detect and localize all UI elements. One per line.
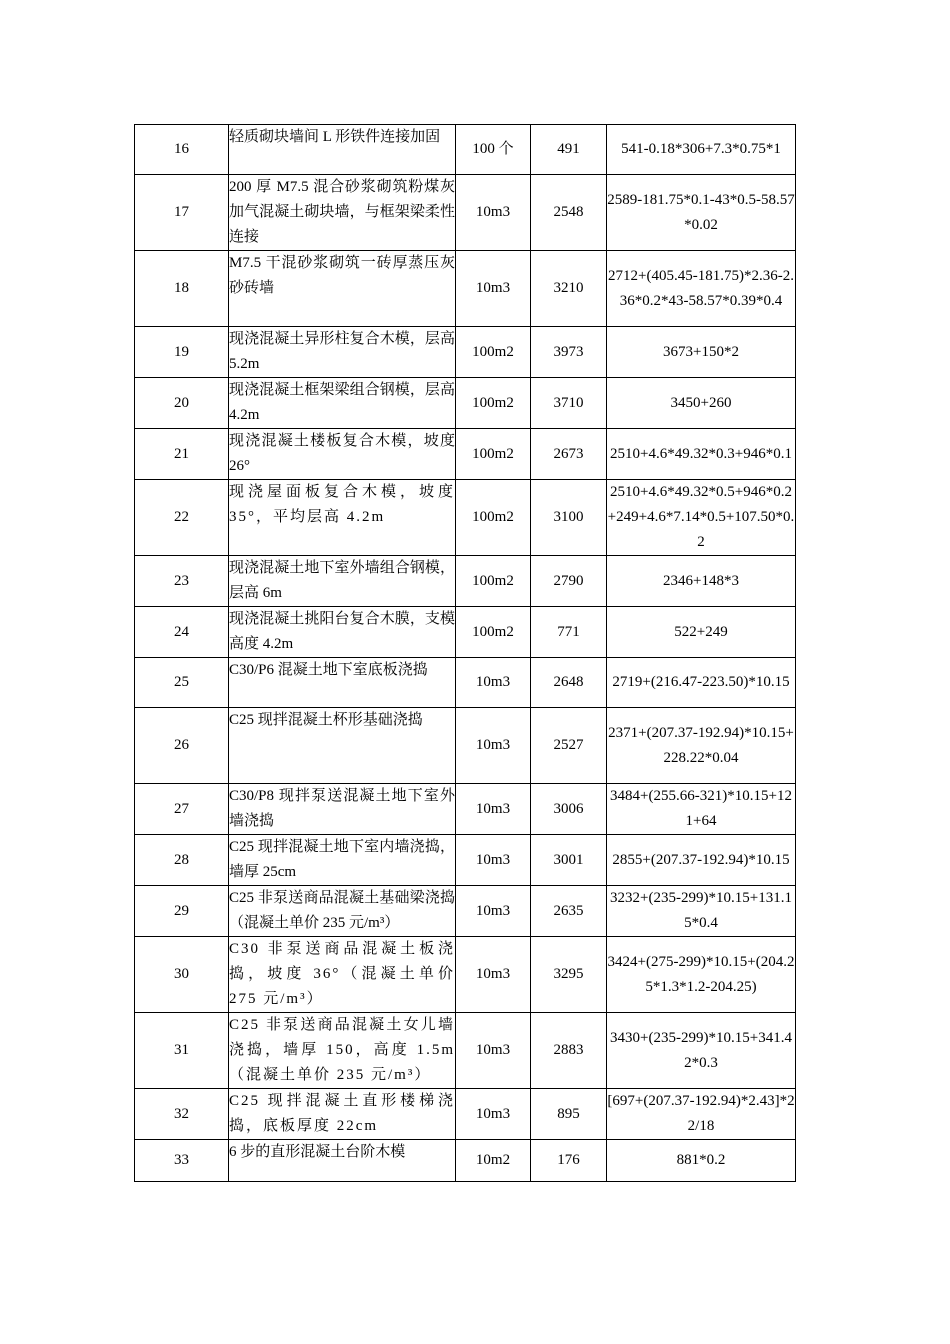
table-row bbox=[135, 784, 796, 835]
calculation-cell: 541-0.18*306+7.3*0.75*1 bbox=[607, 125, 796, 175]
calculation-cell: 3484+(255.66-321)*10.15+121+64 bbox=[607, 784, 796, 835]
item-name: 现浇屋面板复合木模，坡度 35°，平均层高 4.2m bbox=[229, 480, 456, 556]
row-number: 24 bbox=[135, 607, 229, 658]
unit-cell: 10m3 bbox=[456, 708, 531, 784]
unit-cell: 10m3 bbox=[456, 175, 531, 251]
quantity-cell: 3295 bbox=[531, 937, 607, 1013]
table-row bbox=[135, 886, 796, 937]
item-name: 轻质砌块墙间 L 形铁件连接加固 bbox=[229, 125, 456, 175]
quota-table bbox=[134, 124, 796, 1182]
table-row bbox=[135, 125, 796, 175]
row-number: 32 bbox=[135, 1089, 229, 1140]
calculation-cell: 3232+(235-299)*10.15+131.15*0.4 bbox=[607, 886, 796, 937]
calculation-cell: 522+249 bbox=[607, 607, 796, 658]
row-number: 30 bbox=[135, 937, 229, 1013]
calculation-cell: 2510+4.6*49.32*0.3+946*0.1 bbox=[607, 429, 796, 480]
row-number: 22 bbox=[135, 480, 229, 556]
row-number: 26 bbox=[135, 708, 229, 784]
item-name: M7.5 干混砂浆砌筑一砖厚蒸压灰砂砖墙 bbox=[229, 251, 456, 327]
item-name: C30/P8 现拌泵送混凝土地下室外墙浇捣 bbox=[229, 784, 456, 835]
calculation-cell: 2371+(207.37-192.94)*10.15+228.22*0.04 bbox=[607, 708, 796, 784]
row-number: 20 bbox=[135, 378, 229, 429]
quantity-cell: 3001 bbox=[531, 835, 607, 886]
table-row bbox=[135, 556, 796, 607]
table-body bbox=[135, 125, 796, 1182]
row-number: 19 bbox=[135, 327, 229, 378]
unit-cell: 10m3 bbox=[456, 658, 531, 708]
item-name: C25 现拌混凝土地下室内墙浇捣，墙厚 25cm bbox=[229, 835, 456, 886]
quantity-cell: 176 bbox=[531, 1140, 607, 1182]
quantity-cell: 3973 bbox=[531, 327, 607, 378]
item-name: 现浇混凝土框架梁组合钢模，层高 4.2m bbox=[229, 378, 456, 429]
unit-cell: 100m2 bbox=[456, 480, 531, 556]
quantity-cell: 2648 bbox=[531, 658, 607, 708]
row-number: 31 bbox=[135, 1013, 229, 1089]
calculation-cell: 3673+150*2 bbox=[607, 327, 796, 378]
row-number: 29 bbox=[135, 886, 229, 937]
table-row bbox=[135, 937, 796, 1013]
item-name: 现浇混凝土异形柱复合木模，层高 5.2m bbox=[229, 327, 456, 378]
unit-cell: 10m2 bbox=[456, 1140, 531, 1182]
unit-cell: 100m2 bbox=[456, 429, 531, 480]
quantity-cell: 2883 bbox=[531, 1013, 607, 1089]
table-row bbox=[135, 658, 796, 708]
quantity-cell: 3210 bbox=[531, 251, 607, 327]
calculation-cell: 3430+(235-299)*10.15+341.42*0.3 bbox=[607, 1013, 796, 1089]
unit-cell: 100m2 bbox=[456, 556, 531, 607]
table-row bbox=[135, 480, 796, 556]
item-name: C25 现拌混凝土杯形基础浇捣 bbox=[229, 708, 456, 784]
calculation-cell: 2510+4.6*49.32*0.5+946*0.2+249+4.6*7.14*0.5+107.50*0.2 bbox=[607, 480, 796, 556]
table-row bbox=[135, 835, 796, 886]
item-name: C30/P6 混凝土地下室底板浇捣 bbox=[229, 658, 456, 708]
item-name: C25 非泵送商品混凝土基础梁浇捣（混凝土单价 235 元/m³） bbox=[229, 886, 456, 937]
table-row bbox=[135, 251, 796, 327]
table-row bbox=[135, 429, 796, 480]
calculation-cell: 2855+(207.37-192.94)*10.15 bbox=[607, 835, 796, 886]
unit-cell: 10m3 bbox=[456, 251, 531, 327]
row-number: 17 bbox=[135, 175, 229, 251]
quantity-cell: 2790 bbox=[531, 556, 607, 607]
unit-cell: 100m2 bbox=[456, 327, 531, 378]
item-name: 现浇混凝土挑阳台复合木膜，支模高度 4.2m bbox=[229, 607, 456, 658]
table-row bbox=[135, 1140, 796, 1182]
item-name: C30 非泵送商品混凝土板浇捣，坡度 36°（混凝土单价 275 元/m³） bbox=[229, 937, 456, 1013]
unit-cell: 100m2 bbox=[456, 607, 531, 658]
quantity-cell: 771 bbox=[531, 607, 607, 658]
table-row bbox=[135, 1013, 796, 1089]
quantity-cell: 895 bbox=[531, 1089, 607, 1140]
unit-cell: 100m2 bbox=[456, 378, 531, 429]
row-number: 27 bbox=[135, 784, 229, 835]
calculation-cell: 2719+(216.47-223.50)*10.15 bbox=[607, 658, 796, 708]
unit-cell: 10m3 bbox=[456, 835, 531, 886]
table-row bbox=[135, 378, 796, 429]
row-number: 28 bbox=[135, 835, 229, 886]
quantity-cell: 2548 bbox=[531, 175, 607, 251]
quantity-cell: 491 bbox=[531, 125, 607, 175]
calculation-cell: [697+(207.37-192.94)*2.43]*22/18 bbox=[607, 1089, 796, 1140]
quantity-cell: 3710 bbox=[531, 378, 607, 429]
row-number: 23 bbox=[135, 556, 229, 607]
row-number: 33 bbox=[135, 1140, 229, 1182]
quantity-cell: 2635 bbox=[531, 886, 607, 937]
calculation-cell: 3450+260 bbox=[607, 378, 796, 429]
calculation-cell: 3424+(275-299)*10.15+(204.25*1.3*1.2-204.25) bbox=[607, 937, 796, 1013]
row-number: 21 bbox=[135, 429, 229, 480]
unit-cell: 10m3 bbox=[456, 937, 531, 1013]
quantity-cell: 2527 bbox=[531, 708, 607, 784]
item-name: 6 步的直形混凝土台阶木模 bbox=[229, 1140, 456, 1182]
unit-cell: 10m3 bbox=[456, 1013, 531, 1089]
item-name: 现浇混凝土楼板复合木模，坡度 26° bbox=[229, 429, 456, 480]
quantity-cell: 2673 bbox=[531, 429, 607, 480]
table-row bbox=[135, 175, 796, 251]
calculation-cell: 2346+148*3 bbox=[607, 556, 796, 607]
table-row bbox=[135, 327, 796, 378]
quantity-cell: 3100 bbox=[531, 480, 607, 556]
unit-cell: 100 个 bbox=[456, 125, 531, 175]
item-name: 200 厚 M7.5 混合砂浆砌筑粉煤灰加气混凝土砌块墙，与框架梁柔性连接 bbox=[229, 175, 456, 251]
table-row bbox=[135, 607, 796, 658]
item-name: 现浇混凝土地下室外墙组合钢模，层高 6m bbox=[229, 556, 456, 607]
calculation-cell: 2712+(405.45-181.75)*2.36-2.36*0.2*43-58.57*0.39*0.4 bbox=[607, 251, 796, 327]
item-name: C25 非泵送商品混凝土女儿墙浇捣，墙厚 150，高度 1.5m（混凝土单价 235 元/m³） bbox=[229, 1013, 456, 1089]
calculation-cell: 881*0.2 bbox=[607, 1140, 796, 1182]
unit-cell: 10m3 bbox=[456, 1089, 531, 1140]
calculation-cell: 2589-181.75*0.1-43*0.5-58.57*0.02 bbox=[607, 175, 796, 251]
row-number: 16 bbox=[135, 125, 229, 175]
table-row bbox=[135, 708, 796, 784]
unit-cell: 10m3 bbox=[456, 784, 531, 835]
unit-cell: 10m3 bbox=[456, 886, 531, 937]
item-name: C25 现拌混凝土直形楼梯浇捣，底板厚度 22cm bbox=[229, 1089, 456, 1140]
table-row bbox=[135, 1089, 796, 1140]
row-number: 25 bbox=[135, 658, 229, 708]
row-number: 18 bbox=[135, 251, 229, 327]
quantity-cell: 3006 bbox=[531, 784, 607, 835]
